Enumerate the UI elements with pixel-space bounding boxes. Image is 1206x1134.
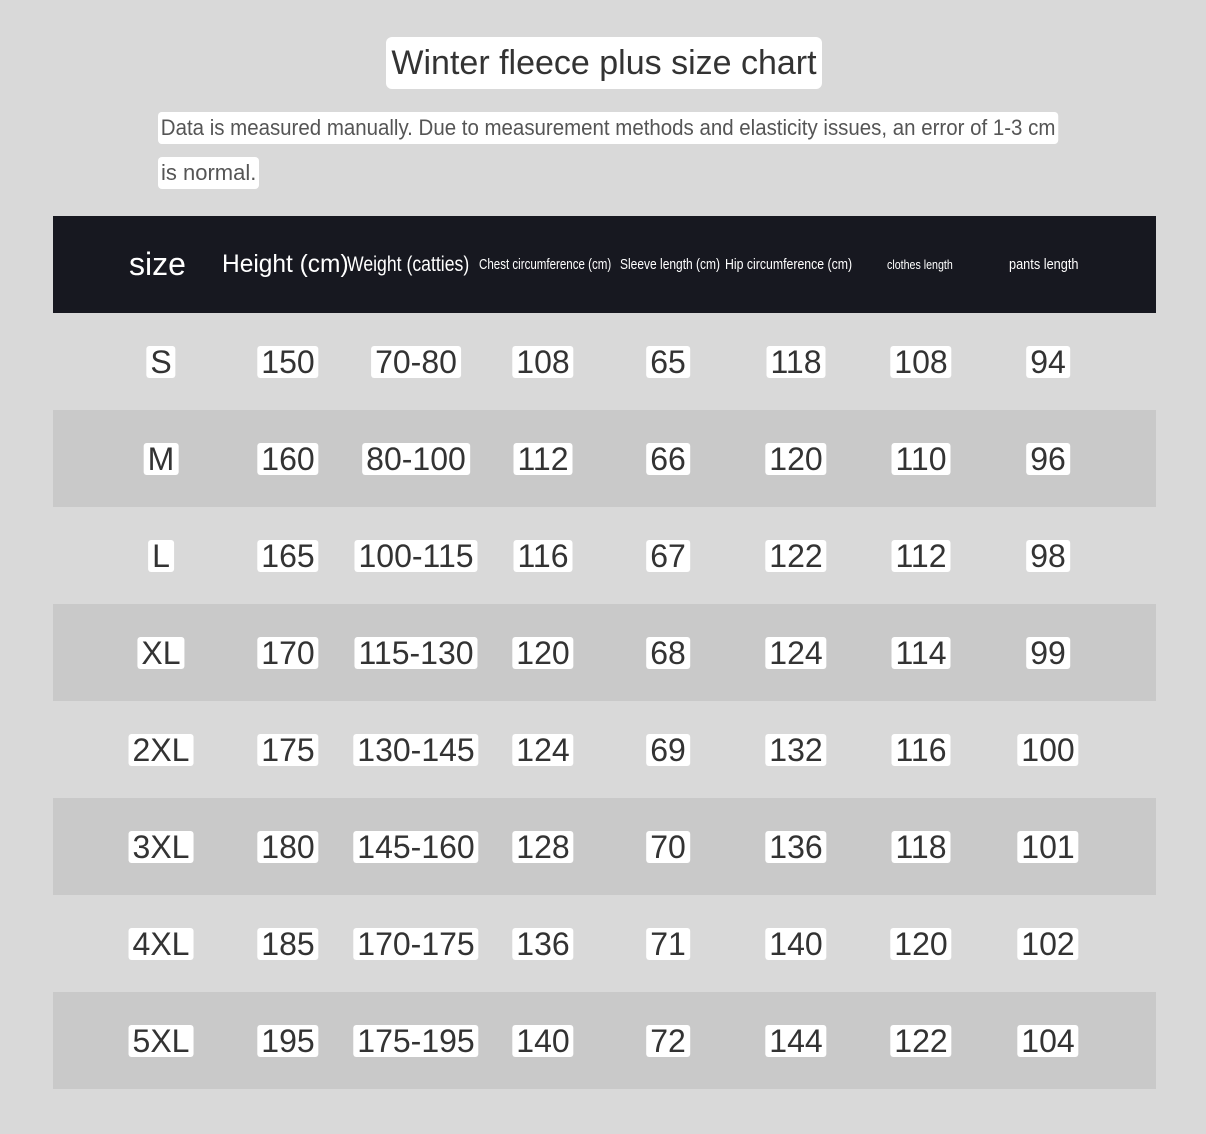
cell-clothes-length: 112	[891, 540, 950, 572]
cell-chest: 108	[512, 346, 573, 378]
table-row	[53, 895, 1156, 992]
header-chest: Chest circumference (cm)	[479, 256, 612, 273]
cell-height: 170	[257, 637, 318, 669]
cell-size: S	[146, 346, 175, 378]
cell-pants-length: 94	[1026, 346, 1070, 378]
cell-hip: 118	[766, 346, 825, 378]
cell-sleeve: 72	[646, 1025, 690, 1057]
measurement-note-line-1: Data is measured manually. Due to measurement methods and elasticity issues, an error of 1-3 cm	[158, 112, 1058, 144]
measurement-note-line-2: is normal.	[158, 157, 259, 189]
cell-hip: 124	[765, 637, 826, 669]
page-title: Winter fleece plus size chart	[386, 37, 822, 89]
header-size: size	[129, 246, 186, 282]
cell-sleeve: 68	[646, 637, 690, 669]
cell-weight: 80-100	[362, 443, 470, 475]
cell-chest: 136	[512, 928, 573, 960]
table-header	[53, 216, 1156, 313]
cell-weight: 170-175	[353, 928, 478, 960]
cell-clothes-length: 118	[891, 831, 950, 863]
cell-chest: 140	[512, 1025, 573, 1057]
cell-pants-length: 104	[1017, 1025, 1078, 1057]
cell-clothes-length: 122	[890, 1025, 951, 1057]
cell-weight: 70-80	[371, 346, 461, 378]
table-row	[53, 798, 1156, 895]
cell-pants-length: 102	[1017, 928, 1078, 960]
table-row	[53, 410, 1156, 507]
header-clothes-length: clothes length	[887, 257, 953, 272]
cell-hip: 140	[765, 928, 826, 960]
cell-height: 195	[257, 1025, 318, 1057]
cell-size: 2XL	[129, 734, 194, 766]
cell-pants-length: 98	[1026, 540, 1070, 572]
header-sleeve: Sleeve length (cm)	[620, 256, 721, 273]
table-row	[53, 992, 1156, 1089]
cell-sleeve: 69	[646, 734, 690, 766]
cell-chest: 112	[513, 443, 572, 475]
table-row	[53, 604, 1156, 701]
cell-chest: 120	[512, 637, 573, 669]
cell-height: 160	[257, 443, 318, 475]
cell-weight: 175-195	[353, 1025, 478, 1057]
table-row	[53, 507, 1156, 604]
cell-hip: 122	[765, 540, 826, 572]
cell-size: XL	[137, 637, 184, 669]
table-row	[53, 701, 1156, 798]
cell-sleeve: 67	[646, 540, 690, 572]
cell-size: 3XL	[129, 831, 194, 863]
cell-pants-length: 99	[1026, 637, 1070, 669]
cell-weight: 145-160	[353, 831, 478, 863]
cell-clothes-length: 116	[891, 734, 950, 766]
cell-hip: 132	[765, 734, 826, 766]
cell-clothes-length: 114	[891, 637, 950, 669]
cell-hip: 144	[765, 1025, 826, 1057]
header-weight: Weight (catties)	[347, 252, 470, 276]
cell-pants-length: 101	[1017, 831, 1078, 863]
cell-sleeve: 70	[646, 831, 690, 863]
cell-weight: 100-115	[354, 540, 477, 572]
cell-size: L	[148, 540, 174, 572]
cell-chest: 124	[512, 734, 573, 766]
cell-size: M	[144, 443, 179, 475]
cell-height: 150	[257, 346, 318, 378]
table-row	[53, 313, 1156, 410]
cell-sleeve: 71	[646, 928, 690, 960]
cell-pants-length: 100	[1017, 734, 1078, 766]
cell-weight: 115-130	[354, 637, 477, 669]
cell-size: 4XL	[129, 928, 194, 960]
cell-clothes-length: 110	[891, 443, 950, 475]
cell-hip: 120	[765, 443, 826, 475]
cell-clothes-length: 108	[890, 346, 951, 378]
cell-clothes-length: 120	[890, 928, 951, 960]
header-height: Height (cm)	[222, 250, 349, 278]
header-hip: Hip circumference (cm)	[725, 256, 853, 273]
cell-height: 185	[257, 928, 318, 960]
cell-pants-length: 96	[1026, 443, 1070, 475]
cell-sleeve: 65	[646, 346, 690, 378]
cell-chest: 128	[512, 831, 573, 863]
cell-height: 165	[257, 540, 318, 572]
cell-height: 175	[257, 734, 318, 766]
header-pants-length: pants length	[1009, 256, 1079, 273]
cell-size: 5XL	[129, 1025, 194, 1057]
cell-sleeve: 66	[646, 443, 690, 475]
cell-hip: 136	[765, 831, 826, 863]
cell-height: 180	[257, 831, 318, 863]
cell-chest: 116	[513, 540, 572, 572]
cell-weight: 130-145	[353, 734, 478, 766]
